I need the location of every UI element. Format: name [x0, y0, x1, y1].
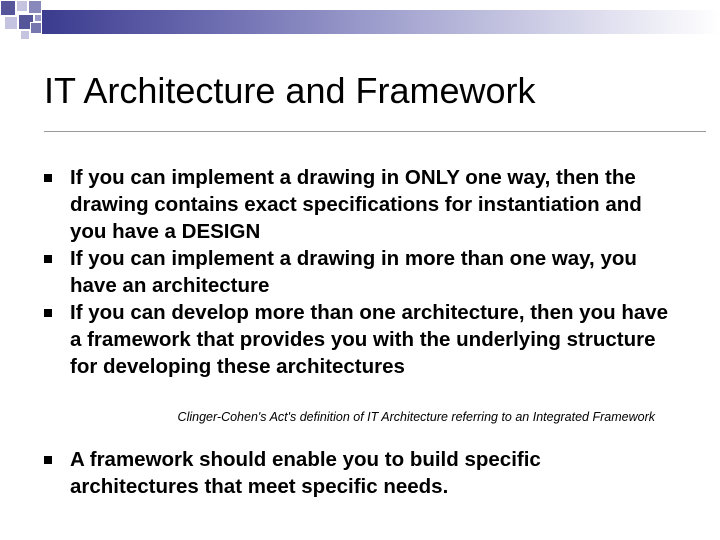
bullet-square-icon: [44, 309, 52, 317]
bullet-item: [44, 164, 674, 245]
bullet-list-secondary: [44, 446, 674, 500]
gradient-band: [42, 10, 720, 34]
bullet-item: [44, 299, 674, 380]
deco-square: [4, 16, 18, 30]
bullet-text: If you can implement a drawing in more than one way, you have an architecture: [70, 247, 637, 297]
deco-square: [34, 14, 42, 22]
bullet-square-icon: [44, 255, 52, 263]
bullet-text: A framework should enable you to build specific architectures that meet specific needs.: [70, 448, 541, 498]
bullet-item: [44, 245, 674, 299]
bullet-square-icon: [44, 456, 52, 464]
deco-square: [20, 30, 30, 40]
deco-square: [30, 22, 42, 34]
citation-note: Clinger-Cohen's Act's definition of IT Architecture referring to an Integrated Framework: [177, 410, 655, 424]
page-title: IT Architecture and Framework: [44, 70, 536, 111]
deco-square: [0, 0, 16, 16]
bullet-item: [44, 446, 674, 500]
bullet-list: [44, 164, 674, 380]
bullet-text: If you can implement a drawing in ONLY one way, then the drawing contains exact specifications for instantiation and you have a DESIGN: [70, 166, 642, 243]
bullet-text: If you can develop more than one architecture, then you have a framework that provides you with the underlying structure for developing these architectures: [70, 301, 669, 378]
bullet-square-icon: [44, 174, 52, 182]
deco-square: [16, 0, 28, 12]
title-divider: [44, 131, 706, 132]
deco-square: [28, 0, 42, 14]
header-decoration: [0, 0, 720, 40]
